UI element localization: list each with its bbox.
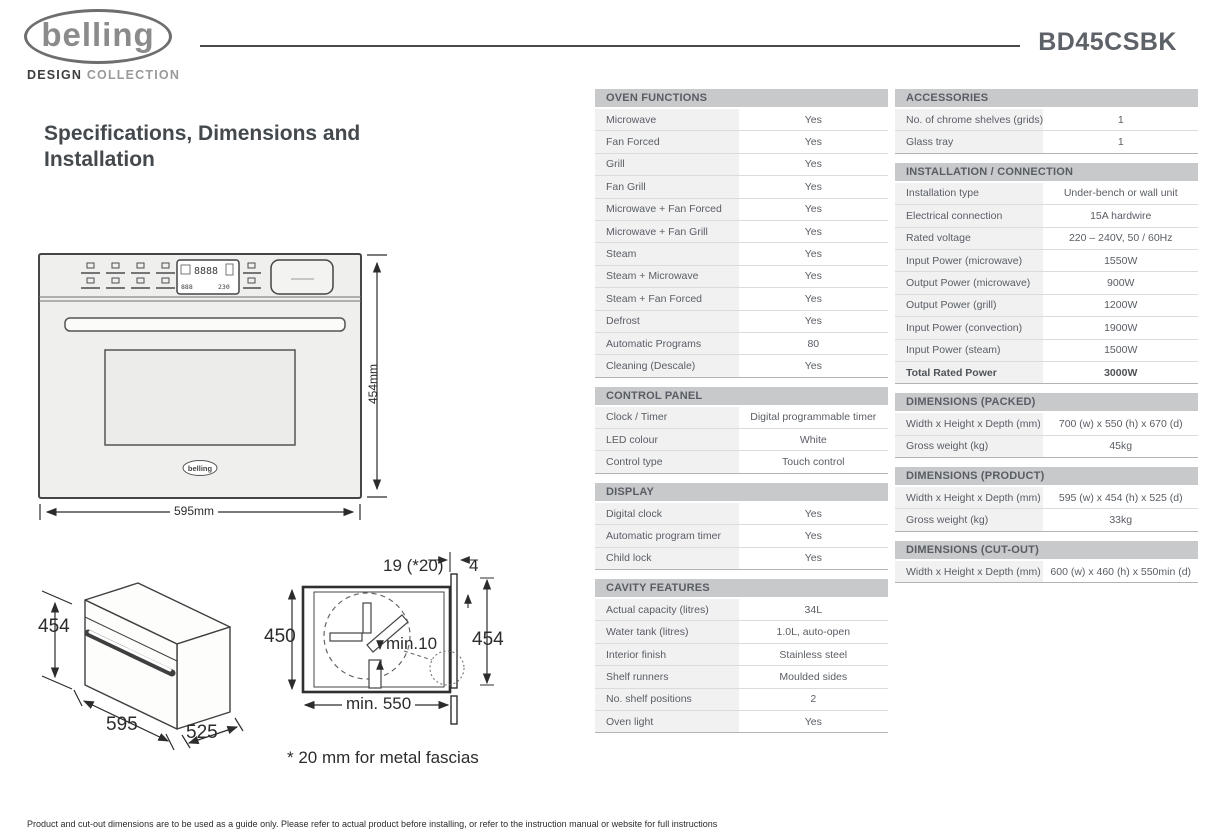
spec-value: 34L: [804, 603, 823, 616]
spec-row: [895, 317, 1198, 339]
spec-label: Automatic program timer: [595, 525, 739, 546]
spec-row: [895, 250, 1198, 272]
section-header: DIMENSIONS (PACKED): [895, 393, 1198, 411]
spec-value: Yes: [804, 715, 822, 728]
spec-section: [595, 483, 888, 570]
spec-value: Yes: [804, 225, 822, 238]
fascia-footnote: * 20 mm for metal fascias: [287, 748, 479, 767]
spec-row: [595, 221, 888, 243]
model-number: BD45CSBK: [1038, 28, 1177, 56]
spec-label: Steam + Microwave: [595, 266, 739, 287]
spec-label: Automatic Programs: [595, 333, 739, 354]
spec-row: [895, 561, 1198, 583]
spec-column-middle: [595, 89, 888, 742]
front-height-label: 454mm: [366, 363, 380, 404]
spec-label: Output Power (grill): [895, 295, 1043, 316]
iso-height-arrow: [42, 591, 72, 689]
cutout-right-label: 454: [472, 629, 504, 650]
spec-label: Steam + Fan Forced: [595, 288, 739, 309]
cutout-gap-label: 4: [469, 556, 479, 575]
oven-isometric-diagram: [30, 545, 290, 760]
spec-label: Output Power (microwave): [895, 272, 1043, 293]
spec-label: Width x Height x Depth (mm): [895, 487, 1043, 508]
spec-row: [595, 333, 888, 355]
spec-row: [595, 266, 888, 288]
spec-label: Total Rated Power: [895, 362, 1043, 383]
spec-row: [595, 243, 888, 265]
spec-value: 595 (w) x 454 (h) x 525 (d): [1058, 491, 1183, 504]
display-main-digits: 8888: [194, 266, 219, 277]
spec-row: [595, 711, 888, 733]
cutout-min-gap-label: min.10: [386, 634, 438, 653]
spec-value: 3000W: [1104, 366, 1138, 379]
cutout-bottom-label: min. 550: [342, 694, 415, 714]
spec-value: Yes: [804, 248, 822, 261]
spec-value: Under-bench or wall unit: [1063, 187, 1178, 200]
spec-section: [595, 387, 888, 474]
logo-tagline: [27, 68, 180, 82]
control-display: [177, 260, 239, 294]
spec-value: Touch control: [782, 456, 845, 469]
tagline-design: DESIGN: [27, 68, 83, 82]
spec-label: Cleaning (Descale): [595, 355, 739, 376]
spec-value: Yes: [804, 359, 822, 372]
spec-label: Glass tray: [895, 131, 1043, 152]
door-vent-slot: [65, 318, 345, 331]
section-header: INSTALLATION / CONNECTION: [895, 163, 1198, 181]
spec-row: [895, 183, 1198, 205]
spec-label: Control type: [595, 451, 739, 472]
spec-label: Child lock: [595, 548, 739, 569]
spec-value: Yes: [804, 552, 822, 565]
spec-value: Yes: [804, 270, 822, 283]
spec-row: [595, 355, 888, 377]
display-sub-left: 888: [181, 283, 193, 291]
spec-section: [895, 89, 1198, 154]
section-header: DISPLAY: [595, 483, 888, 501]
spec-row: [895, 362, 1198, 384]
spec-section: [595, 579, 888, 733]
spec-label: Width x Height x Depth (mm): [895, 413, 1043, 434]
spec-value: White: [799, 433, 827, 446]
door-logo-badge: [183, 461, 217, 476]
spec-value: Yes: [804, 507, 822, 520]
spec-value: 220 – 240V, 50 / 60Hz: [1068, 232, 1173, 245]
iso-height-label: 454: [38, 616, 70, 637]
spec-value: Digital programmable timer: [750, 411, 877, 424]
spec-row: [595, 429, 888, 451]
spec-label: Clock / Timer: [595, 407, 739, 428]
spec-row: [595, 666, 888, 688]
spec-value: 2: [810, 693, 817, 706]
spec-column-right: [895, 89, 1198, 592]
spec-row: [595, 451, 888, 473]
spec-value: 15A hardwire: [1090, 209, 1152, 222]
front-width-label: 595mm: [170, 504, 218, 518]
spec-value: 1200W: [1104, 299, 1138, 312]
spec-label: Input Power (microwave): [895, 250, 1043, 271]
spec-label: Water tank (litres): [595, 621, 739, 642]
fascia-panel: [451, 574, 457, 724]
cutout-top-label: 19 (*20): [383, 556, 444, 575]
spec-row: [595, 109, 888, 131]
spec-label: No. of chrome shelves (grids): [895, 109, 1043, 130]
spec-row: [595, 154, 888, 176]
spec-row: [595, 621, 888, 643]
spec-label: Electrical connection: [895, 205, 1043, 226]
spec-value: 900W: [1107, 277, 1135, 290]
spec-label: No. shelf positions: [595, 689, 739, 710]
spec-section: [895, 393, 1198, 458]
spec-value: 33kg: [1109, 514, 1133, 527]
section-header: ACCESSORIES: [895, 89, 1198, 107]
spec-row: [595, 525, 888, 547]
spec-row: [895, 131, 1198, 153]
spec-label: Actual capacity (litres): [595, 599, 739, 620]
display-sub-right: 230: [218, 283, 230, 291]
spec-row: [595, 548, 888, 570]
spec-value: 80: [807, 337, 820, 350]
spec-row: [895, 340, 1198, 362]
spec-value: Yes: [804, 203, 822, 216]
page-title: [44, 121, 374, 174]
oven-front-view-diagram: [35, 248, 390, 533]
spec-label: Input Power (convection): [895, 317, 1043, 338]
spec-value: 1900W: [1104, 321, 1138, 334]
section-header: CONTROL PANEL: [595, 387, 888, 405]
spec-row: [595, 131, 888, 153]
door-logo-text: belling: [187, 464, 213, 473]
spec-label: LED colour: [595, 429, 739, 450]
spec-section: [895, 163, 1198, 385]
spec-value: 1550W: [1104, 254, 1138, 267]
section-header: DIMENSIONS (PRODUCT): [895, 467, 1198, 485]
spec-row: [595, 199, 888, 221]
spec-value: Yes: [804, 113, 822, 126]
spec-row: [895, 205, 1198, 227]
spec-label: Fan Grill: [595, 176, 739, 197]
section-header: OVEN FUNCTIONS: [595, 89, 888, 107]
spec-section: [895, 467, 1198, 532]
spec-label: Defrost: [595, 311, 739, 332]
spec-value: Yes: [804, 180, 822, 193]
spec-row: [595, 311, 888, 333]
spec-value: Yes: [804, 315, 822, 328]
spec-label: Grill: [595, 154, 739, 175]
spec-row: [895, 509, 1198, 531]
header-divider: [200, 45, 1020, 47]
iso-width-label: 595: [106, 714, 138, 735]
spec-row: [595, 503, 888, 525]
spec-label: Interior finish: [595, 644, 739, 665]
spec-row: [895, 228, 1198, 250]
spec-value: Stainless steel: [779, 648, 848, 661]
iso-depth-label: 525: [186, 722, 218, 743]
spec-value: 700 (w) x 550 (h) x 670 (d): [1058, 417, 1183, 430]
cutout-left-label: 450: [264, 626, 296, 647]
spec-label: Fan Forced: [595, 131, 739, 152]
spec-value: Yes: [804, 158, 822, 171]
spec-row: [895, 109, 1198, 131]
spec-label: Gross weight (kg): [895, 436, 1043, 457]
spec-value: 1: [1117, 113, 1124, 126]
spec-row: [895, 413, 1198, 435]
spec-label: Input Power (steam): [895, 340, 1043, 361]
spec-label: Gross weight (kg): [895, 509, 1043, 530]
page-title-line2: Installation: [44, 148, 155, 172]
spec-row: [895, 295, 1198, 317]
section-header: DIMENSIONS (CUT-OUT): [895, 541, 1198, 559]
door-window: [105, 350, 295, 445]
spec-label: Width x Height x Depth (mm): [895, 561, 1043, 582]
spec-label: Rated voltage: [895, 228, 1043, 249]
spec-label: Microwave: [595, 109, 739, 130]
spec-row: [895, 272, 1198, 294]
spec-value: 45kg: [1109, 440, 1133, 453]
spec-value: Moulded sides: [779, 670, 848, 683]
spec-row: [595, 176, 888, 198]
spec-section: [595, 89, 888, 378]
spec-row: [595, 288, 888, 310]
spec-label: Digital clock: [595, 503, 739, 524]
spec-value: 1.0L, auto-open: [776, 626, 851, 639]
tagline-collection: COLLECTION: [86, 68, 181, 82]
belling-logo: [24, 9, 172, 64]
spec-label: Installation type: [895, 183, 1043, 204]
spec-value: 1500W: [1104, 344, 1138, 357]
spec-row: [595, 407, 888, 429]
spec-value: 600 (w) x 460 (h) x 550min (d): [1050, 565, 1192, 578]
spec-row: [595, 644, 888, 666]
spec-row: [895, 487, 1198, 509]
spec-value: Yes: [804, 529, 822, 542]
logo-text: belling: [41, 15, 155, 53]
spec-label: Microwave + Fan Grill: [595, 221, 739, 242]
spec-label: Shelf runners: [595, 666, 739, 687]
spec-row: [595, 599, 888, 621]
spec-section: [895, 541, 1198, 583]
spec-value: Yes: [804, 136, 822, 149]
spec-row: [895, 436, 1198, 458]
spec-row: [595, 689, 888, 711]
spec-value: 1: [1117, 136, 1124, 149]
spec-value: Yes: [804, 292, 822, 305]
spec-label: Oven light: [595, 711, 739, 732]
section-header: CAVITY FEATURES: [595, 579, 888, 597]
spec-label: Microwave + Fan Forced: [595, 199, 739, 220]
oven-iso-body: [85, 583, 230, 729]
spec-label: Steam: [595, 243, 739, 264]
footer-disclaimer: Product and cut-out dimensions are to be used as a guide only. Please refer to actual product before installing, or refer to the instruction manual or website for full instructions: [27, 819, 718, 829]
door-grip-recess: [271, 260, 333, 294]
page-title-line1: Specifications, Dimensions and: [44, 122, 361, 145]
